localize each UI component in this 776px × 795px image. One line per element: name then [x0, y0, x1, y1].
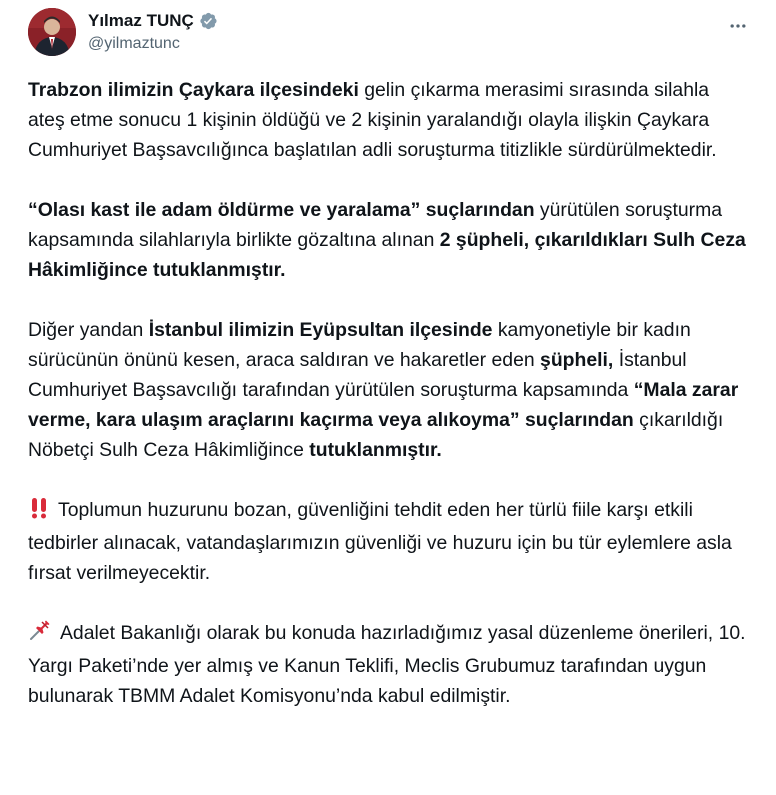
- tweet-paragraph: [28, 618, 748, 711]
- text-segment: Toplumun huzurunu bozan, güvenliğini tehdit eden her türlü fiile karşı etkili tedbirler alınacak, vatandaşlarımızın güvenliği ve huzuru için bu tür eylemlere asla fırsat verilmeyecektir.: [28, 499, 732, 584]
- bold-text-segment: İstanbul ilimizin Eyüpsultan ilçesinde: [148, 319, 493, 341]
- author-names: [88, 10, 218, 53]
- author-handle[interactable]: @yilmaztunc: [88, 35, 180, 52]
- bold-text-segment: “Mala zarar verme, kara ulaşım araçlarını kaçırma veya alıkoyma” suçlarından: [28, 379, 739, 431]
- more-options-button[interactable]: [720, 12, 756, 40]
- pushpin-icon: [28, 618, 52, 651]
- tweet-paragraph: [28, 495, 748, 588]
- display-name[interactable]: Yılmaz TUNÇ: [88, 11, 194, 30]
- text-segment: kamyonetiyle bir kadın sürücünün önünü kesen, araca saldıran ve hakaretler eden: [28, 319, 691, 371]
- avatar[interactable]: [28, 8, 76, 56]
- text-segment: yürütülen soruşturma kapsamında silahlarıyla birlikte gözaltına alınan: [28, 199, 723, 251]
- bold-text-segment: 2 şüpheli, çıkarıldıkları Sulh Ceza Hâkimliğince tutuklanmıştır.: [28, 229, 746, 281]
- tweet-paragraph: [28, 75, 748, 165]
- text-segment: gelin çıkarma merasimi sırasında silahla ateş etme sonucu 1 kişinin öldüğü ve 2 kişinin yaralandığı olayla ilişkin Çaykara Cumhuriyet Başsavcılığınca başlatılan adli soruşturma titizlikle sürdürülmektedir.: [28, 79, 717, 161]
- bold-text-segment: şüpheli,: [540, 349, 614, 371]
- verified-badge-icon[interactable]: [198, 11, 218, 31]
- double-exclamation-icon: [28, 497, 50, 528]
- tweet-paragraph: [28, 315, 748, 465]
- text-segment: İstanbul Cumhuriyet Başsavcılığı tarafından yürütülen soruşturma kapsamında: [28, 349, 687, 401]
- tweet-paragraph: [28, 195, 748, 285]
- text-segment: Diğer yandan: [28, 319, 149, 341]
- text-segment: Adalet Bakanlığı olarak bu konuda hazırladığımız yasal düzenleme önerileri, 10. Yargı Paketi’nde yer almış ve Kanun Teklifi, Meclis Grubumuz tarafından uygun bulunarak TBMM Adalet Komisyonu’nda kabul edilmiştir.: [28, 622, 746, 707]
- bold-text-segment: Trabzon ilimizin Çaykara ilçesindeki: [28, 79, 359, 101]
- bold-text-segment: “Olası kast ile adam öldürme ve yaralama” suçlarından: [28, 199, 535, 221]
- avatar-image: [28, 8, 76, 56]
- text-segment: çıkarıldığı Nöbetçi Sulh Ceza Hâkimliğince: [28, 409, 724, 461]
- more-dots-icon: [728, 16, 748, 36]
- bold-text-segment: tutuklanmıştır.: [309, 439, 442, 461]
- tweet-text: [28, 75, 748, 711]
- tweet-header: [28, 8, 756, 64]
- display-name-row: [88, 10, 218, 32]
